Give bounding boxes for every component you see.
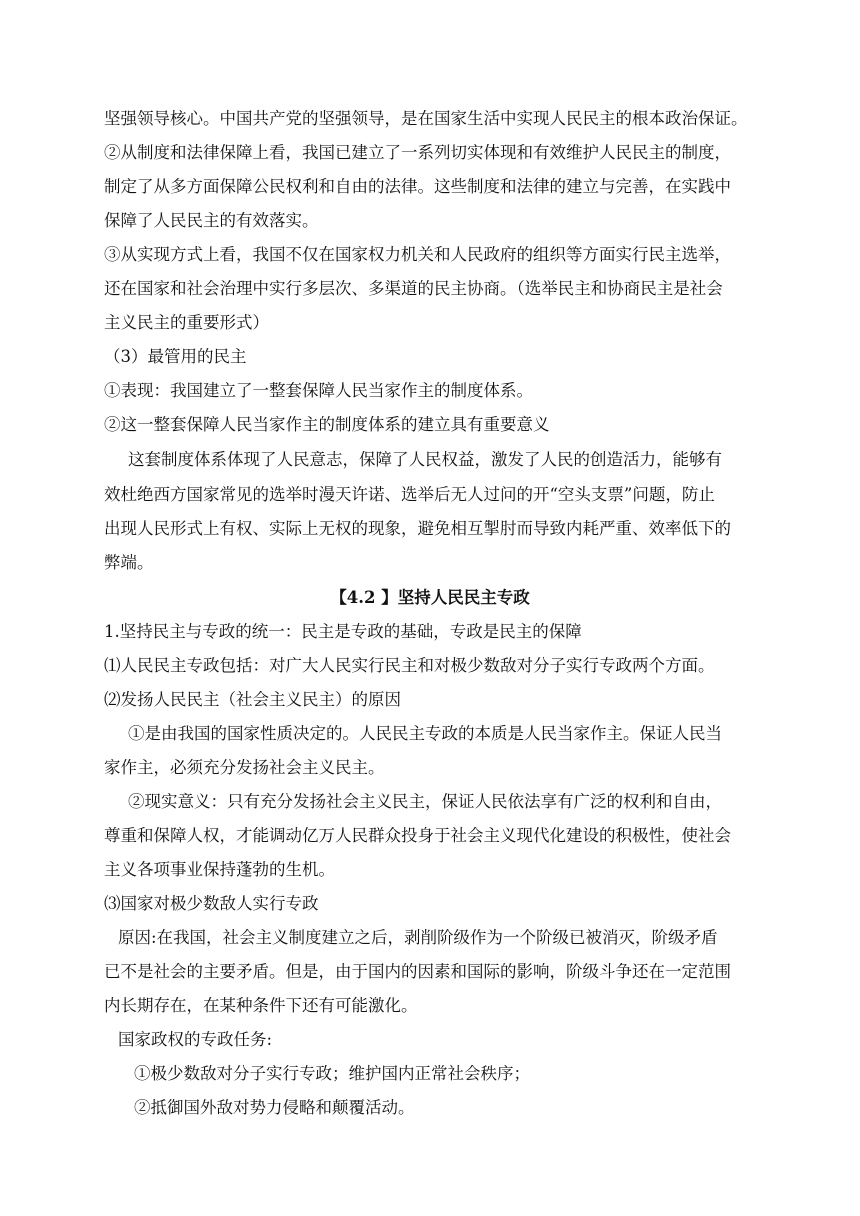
text-line: 主义民主的重要形式） (104, 313, 269, 332)
text-line: ①极少数敌对分子实行专政；维护国内正常社会秩序； (134, 1064, 530, 1083)
text-line: ①是由我国的国家性质决定的。人民民主专政的本质是人民当家作主。保证人民当 (128, 724, 722, 743)
text-line: ②从制度和法律保障上看，我国已建立了一系列切实体现和有效维护人民民主的制度， (104, 143, 731, 162)
text-line: 制定了从多方面保障公民权利和自由的法律。这些制度和法律的建立与完善，在实践中 (104, 177, 731, 196)
text-line: ⑴人民民主专政包括：对广大人民实行民主和对极少数敌对分子实行专政两个方面。 (104, 656, 715, 675)
text-line: ⑵发扬人民民主（社会主义民主）的原因 (104, 690, 401, 709)
text-line: ①表现：我国建立了一整套保障人民当家作主的制度体系。 (104, 381, 533, 400)
text-line: ②现实意义：只有充分发扬社会主义民主，保证人民依法享有广泛的权利和自由， (128, 792, 722, 811)
text-line: 坚强领导核心。中国共产党的坚强领导，是在国家生活中实现人民民主的根本政治保证。 (104, 109, 748, 128)
text-line: 还在国家和社会治理中实行多层次、多渠道的民主协商。（选举民主和协商民主是社会 (104, 279, 723, 298)
text-line: 已不是社会的主要矛盾。但是，由于国内的因素和国际的影响，阶级斗争还在一定范围 (104, 962, 731, 981)
text-line: 这套制度体系体现了人民意志，保障了人民权益，激发了人民的创造活力，能够有 (128, 450, 722, 469)
text-line: 内长期存在，在某种条件下还有可能激化。 (104, 996, 418, 1015)
text-line: 效杜绝西方国家常见的选举时漫天许诺、选举后无人过问的开“空头支票”问题，防止 (104, 485, 715, 504)
text-line: 主义各项事业保持蓬勃的生机。 (104, 860, 335, 879)
section-heading: 【4.2 】坚持人民民主专政 (330, 588, 530, 607)
text-line: ⑶国家对极少数敌人实行专政 (104, 894, 319, 913)
text-line: 弊端。 (104, 553, 154, 572)
text-line: 1.坚持民主与专政的统一：民主是专政的基础，专政是民主的保障 (104, 622, 582, 641)
text-line: 出现人民形式上有权、实际上无权的现象，避免相互掣肘而导致内耗严重、效率低下的 (104, 519, 731, 538)
text-line: 尊重和保障人权，才能调动亿万人民群众投身于社会主义现代化建设的积极性，使社会 (104, 826, 731, 845)
text-line: ③从实现方式上看，我国不仅在国家权力机关和人民政府的组织等方面实行民主选举， (104, 245, 731, 264)
text-line: 原因:在我国，社会主义制度建立之后，剥削阶级作为一个阶级已被消灭，阶级矛盾 (118, 928, 718, 947)
text-line: 保障了人民民主的有效落实。 (104, 211, 319, 230)
text-line: ②抵御国外敌对势力侵略和颠覆活动。 (134, 1098, 415, 1117)
text-line: （3）最管用的民主 (104, 347, 247, 366)
text-line: 国家政权的专政任务: (118, 1030, 273, 1049)
text-line: ②这一整套保障人民当家作主的制度体系的建立具有重要意义 (104, 415, 550, 434)
text-line: 家作主，必须充分发扬社会主义民主。 (104, 758, 385, 777)
